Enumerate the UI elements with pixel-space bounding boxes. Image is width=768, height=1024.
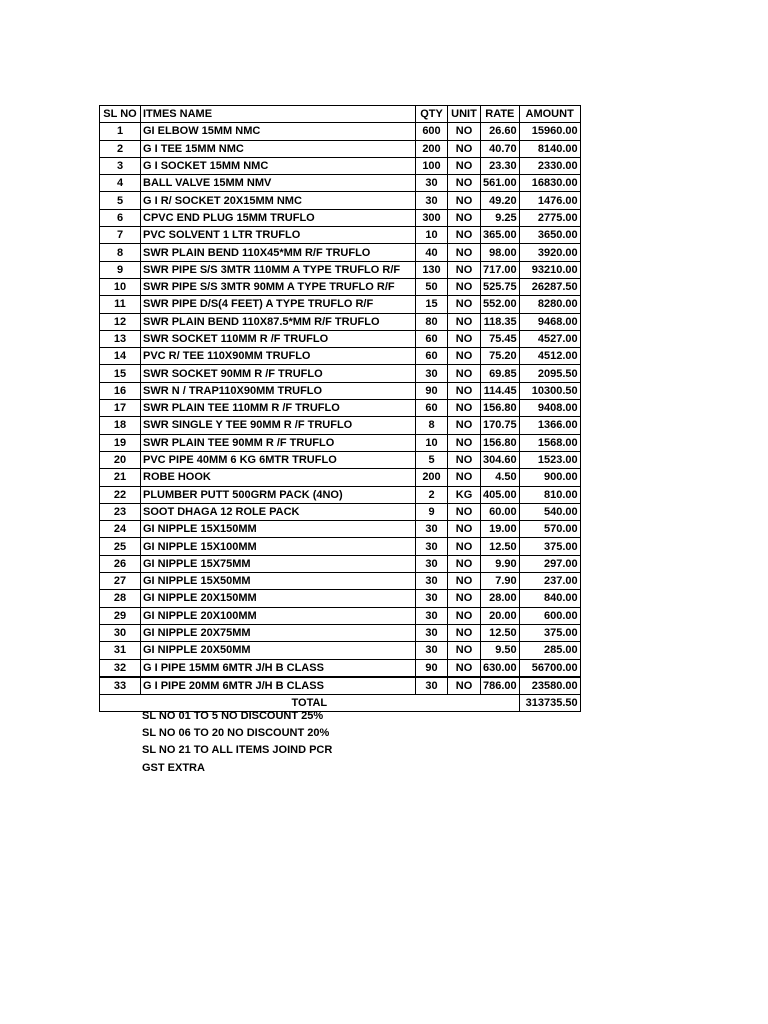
header-row (100, 106, 581, 123)
qty-cell: 130 (416, 261, 448, 278)
table-row (100, 573, 581, 590)
amount-cell: 285.00 (519, 642, 580, 659)
qty-cell: 30 (416, 624, 448, 641)
item-name-cell: GI NIPPLE 15X50MM (141, 573, 416, 590)
unit-cell: NO (448, 313, 481, 330)
table-row (100, 278, 581, 295)
item-name-cell: CPVC END PLUG 15MM TRUFLO (141, 209, 416, 226)
item-name-cell: SOOT DHAGA 12 ROLE PACK (141, 503, 416, 520)
amount-cell: 570.00 (519, 521, 580, 538)
sl-no-cell: 7 (100, 227, 141, 244)
item-name-cell: SWR PLAIN TEE 90MM R /F TRUFLO (141, 434, 416, 451)
amount-cell: 600.00 (519, 607, 580, 624)
rate-cell: 28.00 (481, 590, 520, 607)
table-row (100, 192, 581, 209)
qty-cell: 30 (416, 521, 448, 538)
note-line: SL NO 21 TO ALL ITEMS JOIND PCR (142, 744, 333, 757)
amount-cell: 10300.50 (519, 382, 580, 399)
table-row (100, 227, 581, 244)
item-name-cell: GI NIPPLE 20X100MM (141, 607, 416, 624)
qty-cell: 15 (416, 296, 448, 313)
unit-cell: NO (448, 607, 481, 624)
rate-cell: 525.75 (481, 278, 520, 295)
total-label: TOTAL (100, 695, 520, 712)
header-amount: AMOUNT (519, 106, 580, 123)
qty-cell: 60 (416, 348, 448, 365)
amount-cell: 4512.00 (519, 348, 580, 365)
sl-no-cell: 11 (100, 296, 141, 313)
sl-no-cell: 23 (100, 503, 141, 520)
rate-cell: 23.30 (481, 157, 520, 174)
amount-cell: 3920.00 (519, 244, 580, 261)
rate-cell: 405.00 (481, 486, 520, 503)
discount-notes (142, 708, 332, 777)
amount-cell: 375.00 (519, 538, 580, 555)
table-row (100, 209, 581, 226)
amount-cell: 810.00 (519, 486, 580, 503)
rate-cell: 118.35 (481, 313, 520, 330)
qty-cell: 30 (416, 365, 448, 382)
item-name-cell: SWR SOCKET 110MM R /F TRUFLO (141, 330, 416, 347)
table-row (100, 659, 581, 677)
unit-cell: NO (448, 624, 481, 641)
qty-cell: 30 (416, 677, 448, 695)
rate-cell: 561.00 (481, 175, 520, 192)
unit-cell: NO (448, 140, 481, 157)
rate-cell: 60.00 (481, 503, 520, 520)
amount-cell: 3650.00 (519, 227, 580, 244)
rate-cell: 786.00 (481, 677, 520, 695)
table-row (100, 555, 581, 572)
unit-cell: NO (448, 192, 481, 209)
unit-cell: NO (448, 261, 481, 278)
sl-no-cell: 30 (100, 624, 141, 641)
sl-no-cell: 12 (100, 313, 141, 330)
item-name-cell: GI NIPPLE 15X75MM (141, 555, 416, 572)
item-name-cell: GI NIPPLE 20X50MM (141, 642, 416, 659)
qty-cell: 8 (416, 417, 448, 434)
item-name-cell: SWR PIPE S/S 3MTR 90MM A TYPE TRUFLO R/F (141, 278, 416, 295)
rate-cell: 75.45 (481, 330, 520, 347)
sl-no-cell: 19 (100, 434, 141, 451)
item-name-cell: SWR PLAIN TEE 110MM R /F TRUFLO (141, 400, 416, 417)
item-name-cell: PLUMBER PUTT 500GRM PACK (4NO) (141, 486, 416, 503)
header-sl-no: SL NO (100, 106, 141, 123)
qty-cell: 30 (416, 607, 448, 624)
rate-cell: 9.90 (481, 555, 520, 572)
rate-cell: 114.45 (481, 382, 520, 399)
price-list-sheet (99, 105, 581, 712)
table-row (100, 296, 581, 313)
qty-cell: 90 (416, 382, 448, 399)
unit-cell: KG (448, 486, 481, 503)
header-rate: RATE (481, 106, 520, 123)
unit-cell: NO (448, 278, 481, 295)
amount-cell: 8280.00 (519, 296, 580, 313)
amount-cell: 375.00 (519, 624, 580, 641)
sl-no-cell: 22 (100, 486, 141, 503)
table-row (100, 451, 581, 468)
qty-cell: 30 (416, 175, 448, 192)
table-row (100, 330, 581, 347)
rate-cell: 156.80 (481, 434, 520, 451)
qty-cell: 200 (416, 469, 448, 486)
rate-cell: 12.50 (481, 624, 520, 641)
amount-cell: 900.00 (519, 469, 580, 486)
table-row (100, 348, 581, 365)
unit-cell: NO (448, 209, 481, 226)
sl-no-cell: 29 (100, 607, 141, 624)
total-amount: 313735.50 (519, 695, 580, 712)
sl-no-cell: 17 (100, 400, 141, 417)
unit-cell: NO (448, 642, 481, 659)
item-name-cell: GI NIPPLE 20X150MM (141, 590, 416, 607)
item-name-cell: G I PIPE 15MM 6MTR J/H B CLASS (141, 659, 416, 677)
qty-cell: 50 (416, 278, 448, 295)
rate-cell: 19.00 (481, 521, 520, 538)
item-name-cell: SWR PLAIN BEND 110X45*MM R/F TRUFLO (141, 244, 416, 261)
rate-cell: 170.75 (481, 417, 520, 434)
unit-cell: NO (448, 365, 481, 382)
amount-cell: 15960.00 (519, 123, 580, 140)
amount-cell: 9408.00 (519, 400, 580, 417)
item-name-cell: SWR SOCKET 90MM R /F TRUFLO (141, 365, 416, 382)
item-name-cell: SWR SINGLE Y TEE 90MM R /F TRUFLO (141, 417, 416, 434)
qty-cell: 10 (416, 434, 448, 451)
rate-cell: 304.60 (481, 451, 520, 468)
unit-cell: NO (448, 348, 481, 365)
rate-cell: 717.00 (481, 261, 520, 278)
qty-cell: 5 (416, 451, 448, 468)
table-row (100, 521, 581, 538)
rate-cell: 75.20 (481, 348, 520, 365)
sl-no-cell: 5 (100, 192, 141, 209)
table-row (100, 469, 581, 486)
amount-cell: 9468.00 (519, 313, 580, 330)
unit-cell: NO (448, 538, 481, 555)
sl-no-cell: 21 (100, 469, 141, 486)
sl-no-cell: 4 (100, 175, 141, 192)
unit-cell: NO (448, 590, 481, 607)
item-name-cell: G I R/ SOCKET 20X15MM NMC (141, 192, 416, 209)
rate-cell: 20.00 (481, 607, 520, 624)
amount-cell: 2095.50 (519, 365, 580, 382)
rate-cell: 4.50 (481, 469, 520, 486)
item-name-cell: PVC R/ TEE 110X90MM TRUFLO (141, 348, 416, 365)
amount-cell: 23580.00 (519, 677, 580, 695)
sl-no-cell: 18 (100, 417, 141, 434)
unit-cell: NO (448, 382, 481, 399)
rate-cell: 630.00 (481, 659, 520, 677)
sl-no-cell: 6 (100, 209, 141, 226)
qty-cell: 2 (416, 486, 448, 503)
unit-cell: NO (448, 503, 481, 520)
unit-cell: NO (448, 400, 481, 417)
item-name-cell: GI ELBOW 15MM NMC (141, 123, 416, 140)
qty-cell: 80 (416, 313, 448, 330)
qty-cell: 90 (416, 659, 448, 677)
rate-cell: 365.00 (481, 227, 520, 244)
unit-cell: NO (448, 521, 481, 538)
amount-cell: 1366.00 (519, 417, 580, 434)
amount-cell: 840.00 (519, 590, 580, 607)
item-name-cell: SWR PIPE S/S 3MTR 110MM A TYPE TRUFLO R/F (141, 261, 416, 278)
unit-cell: NO (448, 296, 481, 313)
rate-cell: 12.50 (481, 538, 520, 555)
item-name-cell: G I SOCKET 15MM NMC (141, 157, 416, 174)
sl-no-cell: 9 (100, 261, 141, 278)
sl-no-cell: 28 (100, 590, 141, 607)
header-qty: QTY (416, 106, 448, 123)
table-row (100, 175, 581, 192)
sl-no-cell: 10 (100, 278, 141, 295)
amount-cell: 2775.00 (519, 209, 580, 226)
sl-no-cell: 27 (100, 573, 141, 590)
items-body (100, 123, 581, 695)
rate-cell: 552.00 (481, 296, 520, 313)
unit-cell: NO (448, 573, 481, 590)
table-row (100, 261, 581, 278)
qty-cell: 30 (416, 538, 448, 555)
sl-no-cell: 33 (100, 677, 141, 695)
qty-cell: 30 (416, 573, 448, 590)
table-row (100, 607, 581, 624)
table-row (100, 486, 581, 503)
table-row (100, 624, 581, 641)
item-name-cell: G I TEE 15MM NMC (141, 140, 416, 157)
table-row (100, 590, 581, 607)
amount-cell: 16830.00 (519, 175, 580, 192)
table-row (100, 313, 581, 330)
table-row (100, 244, 581, 261)
amount-cell: 1523.00 (519, 451, 580, 468)
item-name-cell: ROBE HOOK (141, 469, 416, 486)
sl-no-cell: 3 (100, 157, 141, 174)
item-name-cell: PVC PIPE 40MM 6 KG 6MTR TRUFLO (141, 451, 416, 468)
rate-cell: 40.70 (481, 140, 520, 157)
item-name-cell: GI NIPPLE 15X100MM (141, 538, 416, 555)
table-row (100, 123, 581, 140)
rate-cell: 98.00 (481, 244, 520, 261)
qty-cell: 30 (416, 642, 448, 659)
qty-cell: 30 (416, 590, 448, 607)
unit-cell: NO (448, 434, 481, 451)
item-name-cell: GI NIPPLE 15X150MM (141, 521, 416, 538)
amount-cell: 2330.00 (519, 157, 580, 174)
table-row (100, 140, 581, 157)
sl-no-cell: 1 (100, 123, 141, 140)
table-row (100, 157, 581, 174)
qty-cell: 9 (416, 503, 448, 520)
amount-cell: 8140.00 (519, 140, 580, 157)
unit-cell: NO (448, 227, 481, 244)
qty-cell: 600 (416, 123, 448, 140)
item-name-cell: SWR N / TRAP110X90MM TRUFLO (141, 382, 416, 399)
amount-cell: 237.00 (519, 573, 580, 590)
amount-cell: 1568.00 (519, 434, 580, 451)
sl-no-cell: 8 (100, 244, 141, 261)
note-line: SL NO 01 TO 5 NO DISCOUNT 25% (142, 710, 324, 722)
amount-cell: 26287.50 (519, 278, 580, 295)
qty-cell: 200 (416, 140, 448, 157)
qty-cell: 60 (416, 330, 448, 347)
table-row (100, 677, 581, 695)
unit-cell: NO (448, 677, 481, 695)
qty-cell: 60 (416, 400, 448, 417)
sl-no-cell: 31 (100, 642, 141, 659)
item-name-cell: PVC SOLVENT 1 LTR TRUFLO (141, 227, 416, 244)
unit-cell: NO (448, 417, 481, 434)
rate-cell: 7.90 (481, 573, 520, 590)
rate-cell: 69.85 (481, 365, 520, 382)
unit-cell: NO (448, 469, 481, 486)
rate-cell: 9.50 (481, 642, 520, 659)
unit-cell: NO (448, 123, 481, 140)
item-name-cell: GI NIPPLE 20X75MM (141, 624, 416, 641)
sl-no-cell: 25 (100, 538, 141, 555)
sl-no-cell: 15 (100, 365, 141, 382)
item-name-cell: SWR PLAIN BEND 110X87.5*MM R/F TRUFLO (141, 313, 416, 330)
sl-no-cell: 13 (100, 330, 141, 347)
amount-cell: 297.00 (519, 555, 580, 572)
amount-cell: 93210.00 (519, 261, 580, 278)
sl-no-cell: 24 (100, 521, 141, 538)
unit-cell: NO (448, 175, 481, 192)
qty-cell: 10 (416, 227, 448, 244)
unit-cell: NO (448, 330, 481, 347)
item-name-cell: SWR PIPE D/S(4 FEET) A TYPE TRUFLO R/F (141, 296, 416, 313)
qty-cell: 300 (416, 209, 448, 226)
table-row (100, 503, 581, 520)
sl-no-cell: 20 (100, 451, 141, 468)
qty-cell: 30 (416, 192, 448, 209)
rate-cell: 49.20 (481, 192, 520, 209)
sl-no-cell: 2 (100, 140, 141, 157)
unit-cell: NO (448, 244, 481, 261)
unit-cell: NO (448, 451, 481, 468)
qty-cell: 40 (416, 244, 448, 261)
rate-cell: 156.80 (481, 400, 520, 417)
table-row (100, 642, 581, 659)
header-item-name: ITMES NAME (141, 106, 416, 123)
qty-cell: 100 (416, 157, 448, 174)
amount-cell: 56700.00 (519, 659, 580, 677)
unit-cell: NO (448, 555, 481, 572)
table-row (100, 365, 581, 382)
sl-no-cell: 14 (100, 348, 141, 365)
amount-cell: 4527.00 (519, 330, 580, 347)
unit-cell: NO (448, 659, 481, 677)
qty-cell: 30 (416, 555, 448, 572)
rate-cell: 26.60 (481, 123, 520, 140)
item-name-cell: BALL VALVE 15MM NMV (141, 175, 416, 192)
sl-no-cell: 16 (100, 382, 141, 399)
sl-no-cell: 32 (100, 659, 141, 677)
note-line: GST EXTRA (142, 761, 205, 774)
amount-cell: 540.00 (519, 503, 580, 520)
note-line: SL NO 06 TO 20 NO DISCOUNT 20% (142, 727, 330, 740)
table-row (100, 400, 581, 417)
sl-no-cell: 26 (100, 555, 141, 572)
table-row (100, 417, 581, 434)
table-row (100, 382, 581, 399)
amount-cell: 1476.00 (519, 192, 580, 209)
table-row (100, 538, 581, 555)
item-name-cell: G I PIPE 20MM 6MTR J/H B CLASS (141, 677, 416, 695)
items-table (99, 105, 581, 712)
rate-cell: 9.25 (481, 209, 520, 226)
table-row (100, 434, 581, 451)
header-unit: UNIT (448, 106, 481, 123)
unit-cell: NO (448, 157, 481, 174)
